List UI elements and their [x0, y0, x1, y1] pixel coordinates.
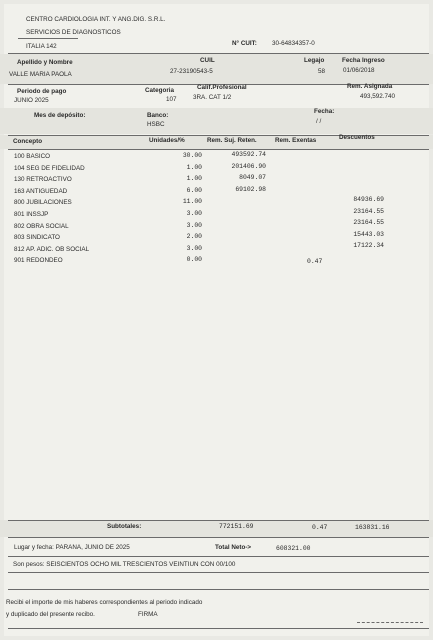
- units-cell: 3.00: [186, 209, 202, 217]
- calif-value: 3RA. CAT 1/2: [193, 94, 232, 101]
- rem-suj-cell: 493592.74: [231, 151, 266, 158]
- descuento-cell: 84936.69: [353, 196, 384, 203]
- concept-list: [14, 154, 89, 270]
- employee-cuil: 27-23190543-5: [170, 68, 213, 75]
- divider: [8, 520, 429, 521]
- descuento-cell: 23164.55: [353, 219, 384, 227]
- company-address: ITALIA 142: [26, 43, 57, 50]
- units-cell: 2.00: [186, 233, 202, 241]
- banco-value: HSBC: [147, 121, 165, 128]
- divider: [8, 537, 429, 538]
- units-cell: 3.00: [186, 244, 202, 252]
- rem-suj-cell: 201406.90: [231, 162, 266, 170]
- period-value: JUNIO 2025: [14, 97, 49, 104]
- place-date: Lugar y fecha: PARANA, JUNIO DE 2025: [14, 544, 130, 551]
- concept-row: 104 SEG DE FIDELIDAD: [14, 164, 85, 172]
- neto-label: Total Neto->: [215, 544, 252, 551]
- subtotal-descuentos: 163831.16: [355, 524, 390, 531]
- son-pesos: Son pesos: SEISCIENTOS OCHO MIL TRESCIENTOS VEINTIUN CON 00/100: [13, 561, 236, 568]
- concept-row: 800 JUBILACIONES: [14, 199, 72, 207]
- divider: [8, 628, 429, 629]
- divider: [8, 572, 429, 573]
- units-cell: 3.00: [186, 221, 202, 229]
- divider: [18, 38, 78, 39]
- legajo-label: Legajo: [304, 57, 325, 64]
- banco-label: Banco:: [147, 112, 169, 119]
- company-cuit: 30-64834357-0: [272, 40, 315, 47]
- mes-deposito-label: Mes de depósito:: [34, 112, 86, 119]
- concept-row: 803 SINDICATO: [14, 234, 60, 242]
- descuento-cell: 15443.03: [353, 230, 384, 238]
- fecha-label: Fecha:: [314, 108, 335, 115]
- col-concepto: Concepto: [13, 138, 43, 145]
- categoria-value: 107: [166, 96, 177, 103]
- units-cell: 6.00: [186, 186, 202, 194]
- calif-label: Calif.Profesional: [197, 84, 247, 91]
- descuentos-list: [338, 197, 386, 255]
- name-label: Apellido y Nombre: [17, 59, 73, 66]
- cuit-label: N° CUIT:: [232, 40, 257, 47]
- divider: [8, 589, 429, 590]
- units-cell: 0.00: [186, 256, 202, 264]
- fecha-value: / /: [316, 118, 322, 125]
- units-cell: 1.00: [186, 175, 202, 183]
- neto-value: 608321.00: [276, 545, 311, 552]
- firma-label: FIRMA: [138, 611, 158, 618]
- divider: [8, 149, 429, 150]
- payslip-sheet: [4, 4, 429, 636]
- divider: [8, 53, 429, 54]
- subtotal-rem-exentas: 0.47: [312, 524, 328, 531]
- units-cell: 30.00: [182, 152, 202, 159]
- company-name: CENTRO CARDIOLOGIA INT. Y ANG.DIG. S.R.L.: [26, 16, 166, 23]
- divider: [8, 556, 429, 557]
- concept-row: 100 BASICO: [14, 153, 51, 160]
- units-cell: 1.00: [186, 163, 202, 171]
- col-rem-exentas: Rem. Exentas: [275, 137, 317, 144]
- units-cell: 11.00: [182, 198, 202, 206]
- period-label: Periodo de pago: [17, 88, 67, 95]
- concept-row: 801 INSSJP: [14, 210, 49, 218]
- company-division: SERVICIOS DE DIAGNOSTICOS: [26, 29, 121, 36]
- col-unidades: Unidades/%: [149, 137, 185, 144]
- rem-asignada-label: Rem. Asignada: [347, 83, 393, 90]
- signature-line: [357, 622, 423, 623]
- rem-asignada-value: 493,592.740: [360, 93, 396, 100]
- employee-name: VALLE MARIA PAOLA: [9, 71, 72, 78]
- col-rem-suj: Rem. Suj. Reten.: [207, 137, 257, 144]
- descuento-cell: 17122.34: [353, 242, 384, 250]
- units-list: [174, 153, 204, 269]
- employee-ingreso: 01/06/2018: [343, 67, 375, 74]
- concept-row: 901 REDONDEO: [14, 257, 63, 265]
- descuento-cell: 23164.55: [353, 207, 384, 215]
- receipt-line-1: Recibi el importe de mis haberes correspondientes al periodo indicado: [6, 599, 203, 606]
- categoria-label: Categoria: [145, 87, 175, 94]
- cuil-label: CUIL: [200, 57, 215, 64]
- subtotal-rem-suj: 772151.69: [219, 523, 254, 530]
- concept-row: 802 OBRA SOCIAL: [14, 222, 69, 230]
- concept-row: 812 AP. ADIC. OB SOCIAL: [14, 245, 90, 253]
- ingreso-label: Fecha Ingreso: [342, 57, 385, 64]
- rem-exentas-cell: 0.47: [307, 258, 323, 265]
- rem-suj-list: [224, 152, 266, 198]
- rem-suj-cell: 8049.07: [239, 174, 266, 182]
- receipt-line-2: y duplicado del presente recibo.: [6, 611, 95, 618]
- employee-legajo: 58: [318, 68, 326, 75]
- concept-row: 130 RETROACTIVO: [14, 176, 72, 184]
- subtotal-label: Subtotales:: [107, 523, 142, 530]
- concept-row: 163 ANTIGUEDAD: [14, 187, 68, 195]
- col-descuentos: Descuentos: [339, 134, 375, 141]
- rem-suj-cell: 69102.98: [235, 185, 266, 193]
